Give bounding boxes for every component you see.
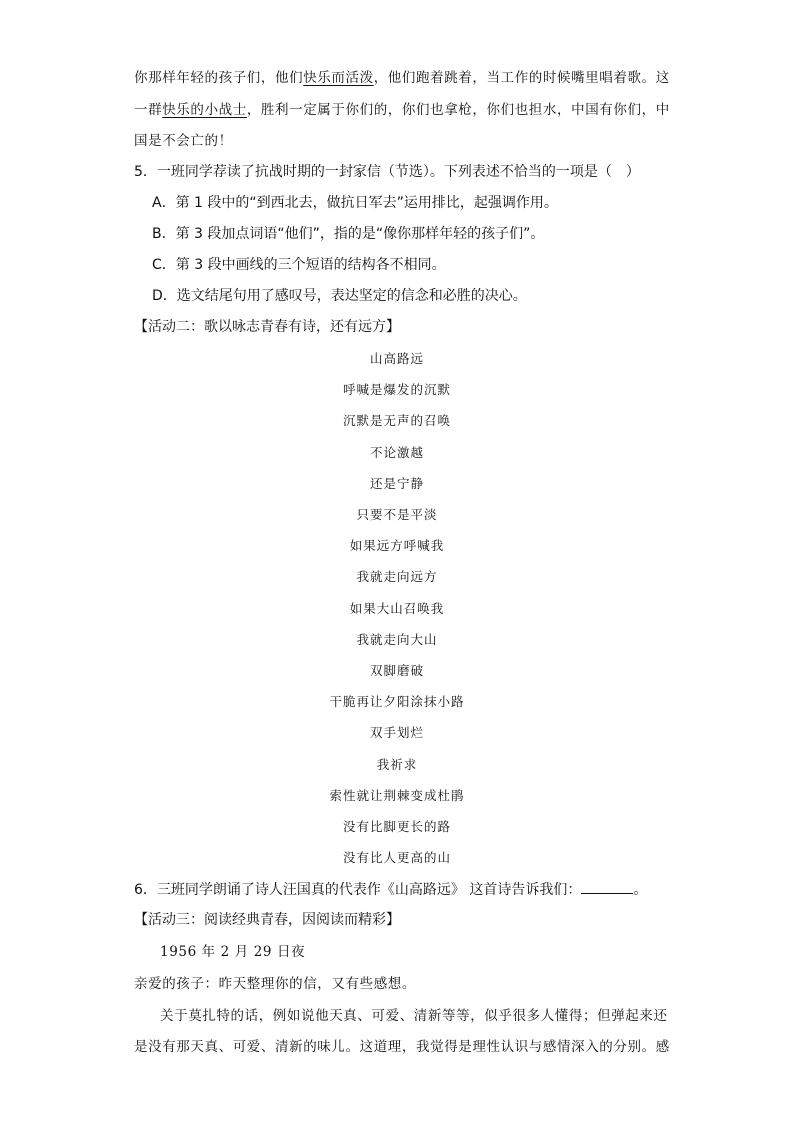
poem-line: 双手划烂: [369, 725, 424, 741]
poem-line: 还是宁静: [369, 475, 424, 491]
poem-line: 只要不是平淡: [356, 507, 438, 522]
poem-line: 我就走向大山: [356, 631, 438, 647]
letter-line-1: 你那样年轻的孩子们，他们快乐而活泼，他们跑着跳着，当工作的时候嘴里唱着歌。这: [134, 70, 670, 86]
letter2-salutation: 亲爱的孩子：昨天整理你的信，又有些感想。: [134, 976, 416, 992]
answer-blank[interactable]: [581, 881, 633, 894]
poem-line: 如果大山召唤我: [349, 600, 445, 616]
q5-option-a: A．第 1 段中的“到西北去，做抗日军去”运用排比，起强调作用。: [152, 195, 558, 211]
poem-line: 不论激越: [369, 444, 424, 460]
poem-line: 索性就让荆棘变成杜鹃: [329, 787, 465, 803]
letter-line-2: 一群快乐的小战士，胜利一定属于你们的，你们也拿枪，你们也担水，中国有你们，中: [134, 102, 670, 118]
question-6: 6．三班同学朗诵了诗人汪国真的代表作《山高路远》 这首诗告诉我们： 。: [134, 882, 648, 898]
poem-line: 如果远方呼喊我: [349, 538, 445, 554]
poem-line: 没有比脚更长的路: [342, 819, 451, 834]
letter2-line-1: 关于莫扎特的话，例如说他天真、可爱、清新等等，似乎很多人懂得；但弹起来还: [160, 1008, 668, 1024]
poem-line: 干脆再让夕阳涂抹小路: [329, 694, 465, 710]
letter2-date: 1956 年 2 月 29 日夜: [160, 944, 306, 960]
poem-line: 没有比人更高的山: [342, 850, 451, 866]
q5-option-c: C．第 3 段中画线的三个短语的结构各不相同。: [152, 257, 446, 273]
poem-line: 山高路远: [369, 351, 424, 366]
poem-line: 我就走向远方: [356, 569, 438, 585]
q5-option-d: D．选文结尾句用了感叹号，表达坚定的信念和必胜的决心。: [152, 288, 527, 304]
q5-option-b: B．第 3 段加点词语“他们”，指的是“像你那样年轻的孩子们”。: [152, 226, 545, 242]
poem-line: 双脚磨破: [369, 663, 424, 678]
underlined-phrase-2: 快乐的小战士: [162, 102, 247, 118]
poem-line: 沉默是无声的召唤: [342, 413, 451, 429]
question-5: 5．一班同学荐读了抗战时期的一封家信（节选）。下列表述不恰当的一项是（ ）: [134, 164, 640, 180]
poem-line: 呼喊是爆发的沉默: [342, 382, 451, 398]
activity-3-heading: 【活动三：阅读经典青春，因阅读而精彩】: [134, 912, 400, 928]
letter-line-3: 国是不会亡的！: [134, 133, 233, 149]
letter2-line-2: 是没有那天真、可爱、清新的味儿。这道理，我觉得是理性认识与感情深入的分别。感: [134, 1039, 670, 1055]
poem-line: 我祈求: [376, 756, 418, 772]
activity-2-heading: 【活动二：歌以咏志青春有诗，还有远方】: [134, 319, 400, 335]
underlined-phrase-1: 快乐而活泼: [303, 70, 374, 86]
